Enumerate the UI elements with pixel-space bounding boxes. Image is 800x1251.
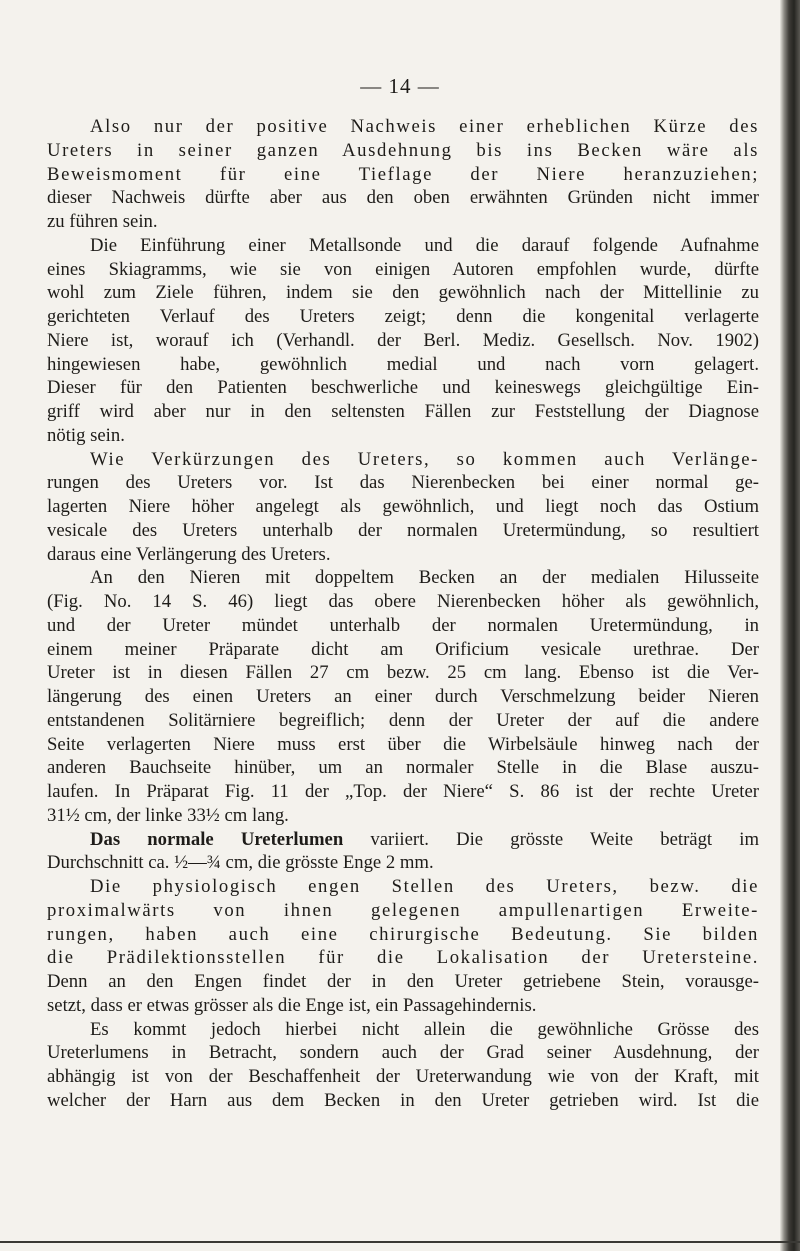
text-line: 31½ cm, der linke 33½ cm lang. — [47, 804, 289, 826]
text-line: anderen Bauchseite hinüber, um an normaler Stelle in die Blase auszu- — [47, 757, 759, 779]
text-line: (Fig. No. 14 S. 46) liegt das obere Nierenbecken höher als gewöhnlich, — [47, 591, 759, 612]
text-line: und der Ureter mündet unterhalb der normalen Uretermündung, in — [47, 614, 759, 636]
text-line: längerung des einen Ureters an einer durch Verschmelzung beider Nieren — [47, 686, 759, 707]
text-line: Die Einführung einer Metallsonde und die darauf folgende Aufnahme — [90, 234, 759, 256]
text-line: lagerten Niere höher angelegt als gewöhnlich, und liegt noch das Ostium — [47, 496, 759, 517]
text-line: Also nur der positive Nachweis einer erheblichen Kürze des — [90, 116, 759, 137]
text-line: Die physiologisch engen Stellen des Ureters, bezw. die — [90, 876, 759, 897]
text-line: einem meiner Präparate dicht am Orificium vesicale urethrae. Der — [47, 638, 759, 660]
text-line: Ureters in seiner ganzen Ausdehnung bis ins Becken wäre als — [47, 139, 759, 161]
text-line: proximalwärts von ihnen gelegenen ampullenartigen Erweite- — [47, 899, 759, 921]
text-line: setzt, dass er etwas grösser als die Enge ist, ein Passagehindernis. — [47, 994, 537, 1016]
text-line: nötig sein. — [47, 424, 125, 446]
text-line: welcher der Harn aus dem Becken in den Ureter getrieben wird. Ist die — [47, 1089, 759, 1111]
text-line: Ureterlumens in Betracht, sondern auch der Grad seiner Ausdehnung, der — [47, 1042, 759, 1064]
page-bottom-rule — [0, 1241, 800, 1243]
text-line: Niere ist, worauf ich (Verhandl. der Berl. Mediz. Gesellsch. Nov. 1902) — [47, 329, 759, 351]
text-line: rungen, haben auch eine chirurgische Bedeutung. Sie bilden — [47, 923, 759, 945]
text-line: entstandenen Solitärniere begreiflich; denn der Ureter der auf die andere — [47, 709, 759, 731]
text-line: gerichteten Verlauf des Ureters zeigt; denn die kongenital verlagerte — [47, 306, 759, 327]
text-line: zu führen sein. — [47, 211, 158, 232]
text-line: laufen. In Präparat Fig. 11 der „Top. der Niere“ S. 86 ist der rechte Ureter — [47, 781, 759, 802]
text-line: Das normale Ureterlumen variiert. Die grösste Weite beträgt im — [90, 828, 759, 850]
text-line: Denn an den Engen findet der in den Ureter getriebene Stein, vorausge- — [47, 971, 759, 992]
text-line: Seite verlagerten Niere muss erst über die Wirbelsäule hinweg nach der — [47, 733, 759, 755]
text-line: hingewiesen habe, gewöhnlich medial und nach vorn gelagert. — [47, 353, 759, 375]
text-line: wohl zum Ziele führen, indem sie den gewöhnlich nach der Mittellinie zu — [47, 282, 759, 304]
text-line: dieser Nachweis dürfte aber aus den oben erwähnten Gründen nicht immer — [47, 187, 759, 209]
text-line: die Prädilektionsstellen für die Lokalisation der Uretersteine. — [47, 947, 759, 969]
text-line: Dieser für den Patienten beschwerliche und keineswegs gleichgültige Ein- — [47, 377, 759, 399]
text-line: Es kommt jedoch hierbei nicht allein die gewöhnliche Grösse des — [90, 1018, 759, 1040]
page-number: — 14 — — [360, 74, 440, 98]
text-line: abhängig ist von der Beschaffenheit der Ureterwandung wie von der Kraft, mit — [47, 1066, 759, 1087]
text-line: griff wird aber nur in den seltensten Fällen zur Feststellung der Diagnose — [47, 401, 759, 422]
paragraph-heading: Das normale Ureterlumen — [90, 828, 344, 850]
text-line: rungen des Ureters vor. Ist das Nierenbecken bei einer normal ge- — [47, 472, 759, 494]
text-line: daraus eine Verlängerung des Ureters. — [47, 543, 331, 565]
book-page-edge — [780, 0, 800, 1251]
text-line: Beweismoment für eine Tieflage der Niere heranzuziehen; — [47, 163, 759, 185]
text-line: Durchschnitt ca. ½—¾ cm, die grösste Enge 2 mm. — [47, 852, 434, 874]
text-line: eines Skiagramms, wie sie von einigen Autoren empfohlen wurde, dürfte — [47, 258, 759, 280]
text-line: Wie Verkürzungen des Ureters, so kommen auch Verlänge- — [90, 448, 759, 470]
text-line: An den Nieren mit doppeltem Becken an der medialen Hilusseite — [90, 567, 759, 589]
text-line: vesicale des Ureters unterhalb der normalen Uretermündung, so resultiert — [47, 519, 759, 541]
text-line: Ureter ist in diesen Fällen 27 cm bezw. 25 cm lang. Ebenso ist die Ver- — [47, 662, 759, 684]
body-text — [47, 115, 759, 1113]
